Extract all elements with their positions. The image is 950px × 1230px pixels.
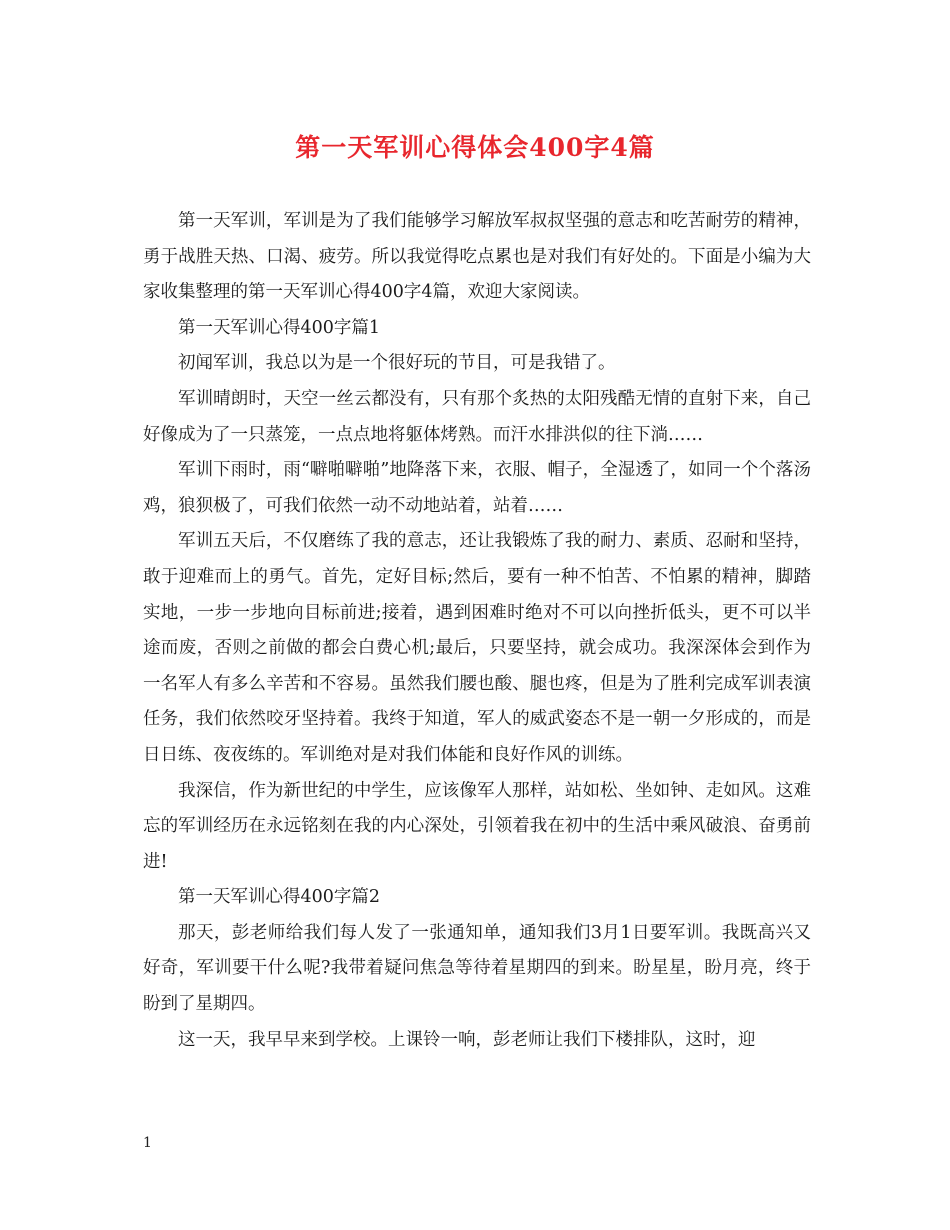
- paragraph: 那天，彭老师给我们每人发了一张通知单，通知我们3月1日要军训。我既高兴又好奇，军训要干什么呢?我带着疑问焦急等待着星期四的到来。盼星星，盼月亮，终于盼到了星期四。: [143, 922, 811, 1015]
- paragraph: 军训五天后，不仅磨练了我的意志，还让我锻炼了我的耐力、素质、忍耐和坚持，敢于迎难而上的勇气。首先，定好目标;然后，要有一种不怕苦、不怕累的精神，脚踏实地，一步一步地向目标前进;接着，遇到困难时绝对不可以向挫折低头，更不可以半途而废，否则之前做的都会白费心机;最后，只要坚持，就会成功。我深深体会到作为一名军人有多么辛苦和不容易。虽然我们腰也酸、腿也疼，但是为了胜利完成军训表演任务，我们依然咬牙坚持着。我终于知道，军人的威武姿态不是一朝一夕形成的，而是日日练、夜夜练的。军训绝对是对我们体能和良好作风的训练。: [143, 531, 811, 765]
- document-body: [143, 204, 811, 1058]
- page-number: 1: [143, 1135, 152, 1151]
- paragraph-intro: 第一天军训，军训是为了我们能够学习解放军叔叔坚强的意志和吃苦耐劳的精神，勇于战胜天热、口渴、疲劳。所以我觉得吃点累也是对我们有好处的。下面是小编为大家收集整理的第一天军训心得400字4篇，欢迎大家阅读。: [143, 211, 811, 303]
- paragraph: 我深信，作为新世纪的中学生，应该像军人那样，站如松、坐如钟、走如风。这难忘的军训经历在永远铭刻在我的内心深处，引领着我在初中的生活中乘风破浪、奋勇前进!: [143, 780, 811, 872]
- paragraph: 初闻军训，我总以为是一个很好玩的节目，可是我错了。: [178, 353, 616, 374]
- section-heading-1: 第一天军训心得400字篇1: [178, 317, 381, 338]
- paragraph: 军训晴朗时，天空一丝云都没有，只有那个炙热的太阳残酷无情的直射下来，自己好像成为了一只蒸笼，一点点地将躯体烤熟。而汗水排洪似的往下淌……: [143, 388, 811, 445]
- paragraph: 军训下雨时，雨“噼啪噼啪”地降落下来，衣服、帽子，全湿透了，如同一个个落汤鸡，狼狈极了，可我们依然一动不动地站着，站着……: [143, 460, 811, 516]
- section-heading-2: 第一天军训心得400字篇2: [178, 887, 381, 908]
- document-title: 第一天军训心得体会400字4篇: [295, 133, 655, 162]
- paragraph: 这一天，我早早来到学校。上课铃一响，彭老师让我们下楼排队，这时，迎: [178, 1029, 756, 1050]
